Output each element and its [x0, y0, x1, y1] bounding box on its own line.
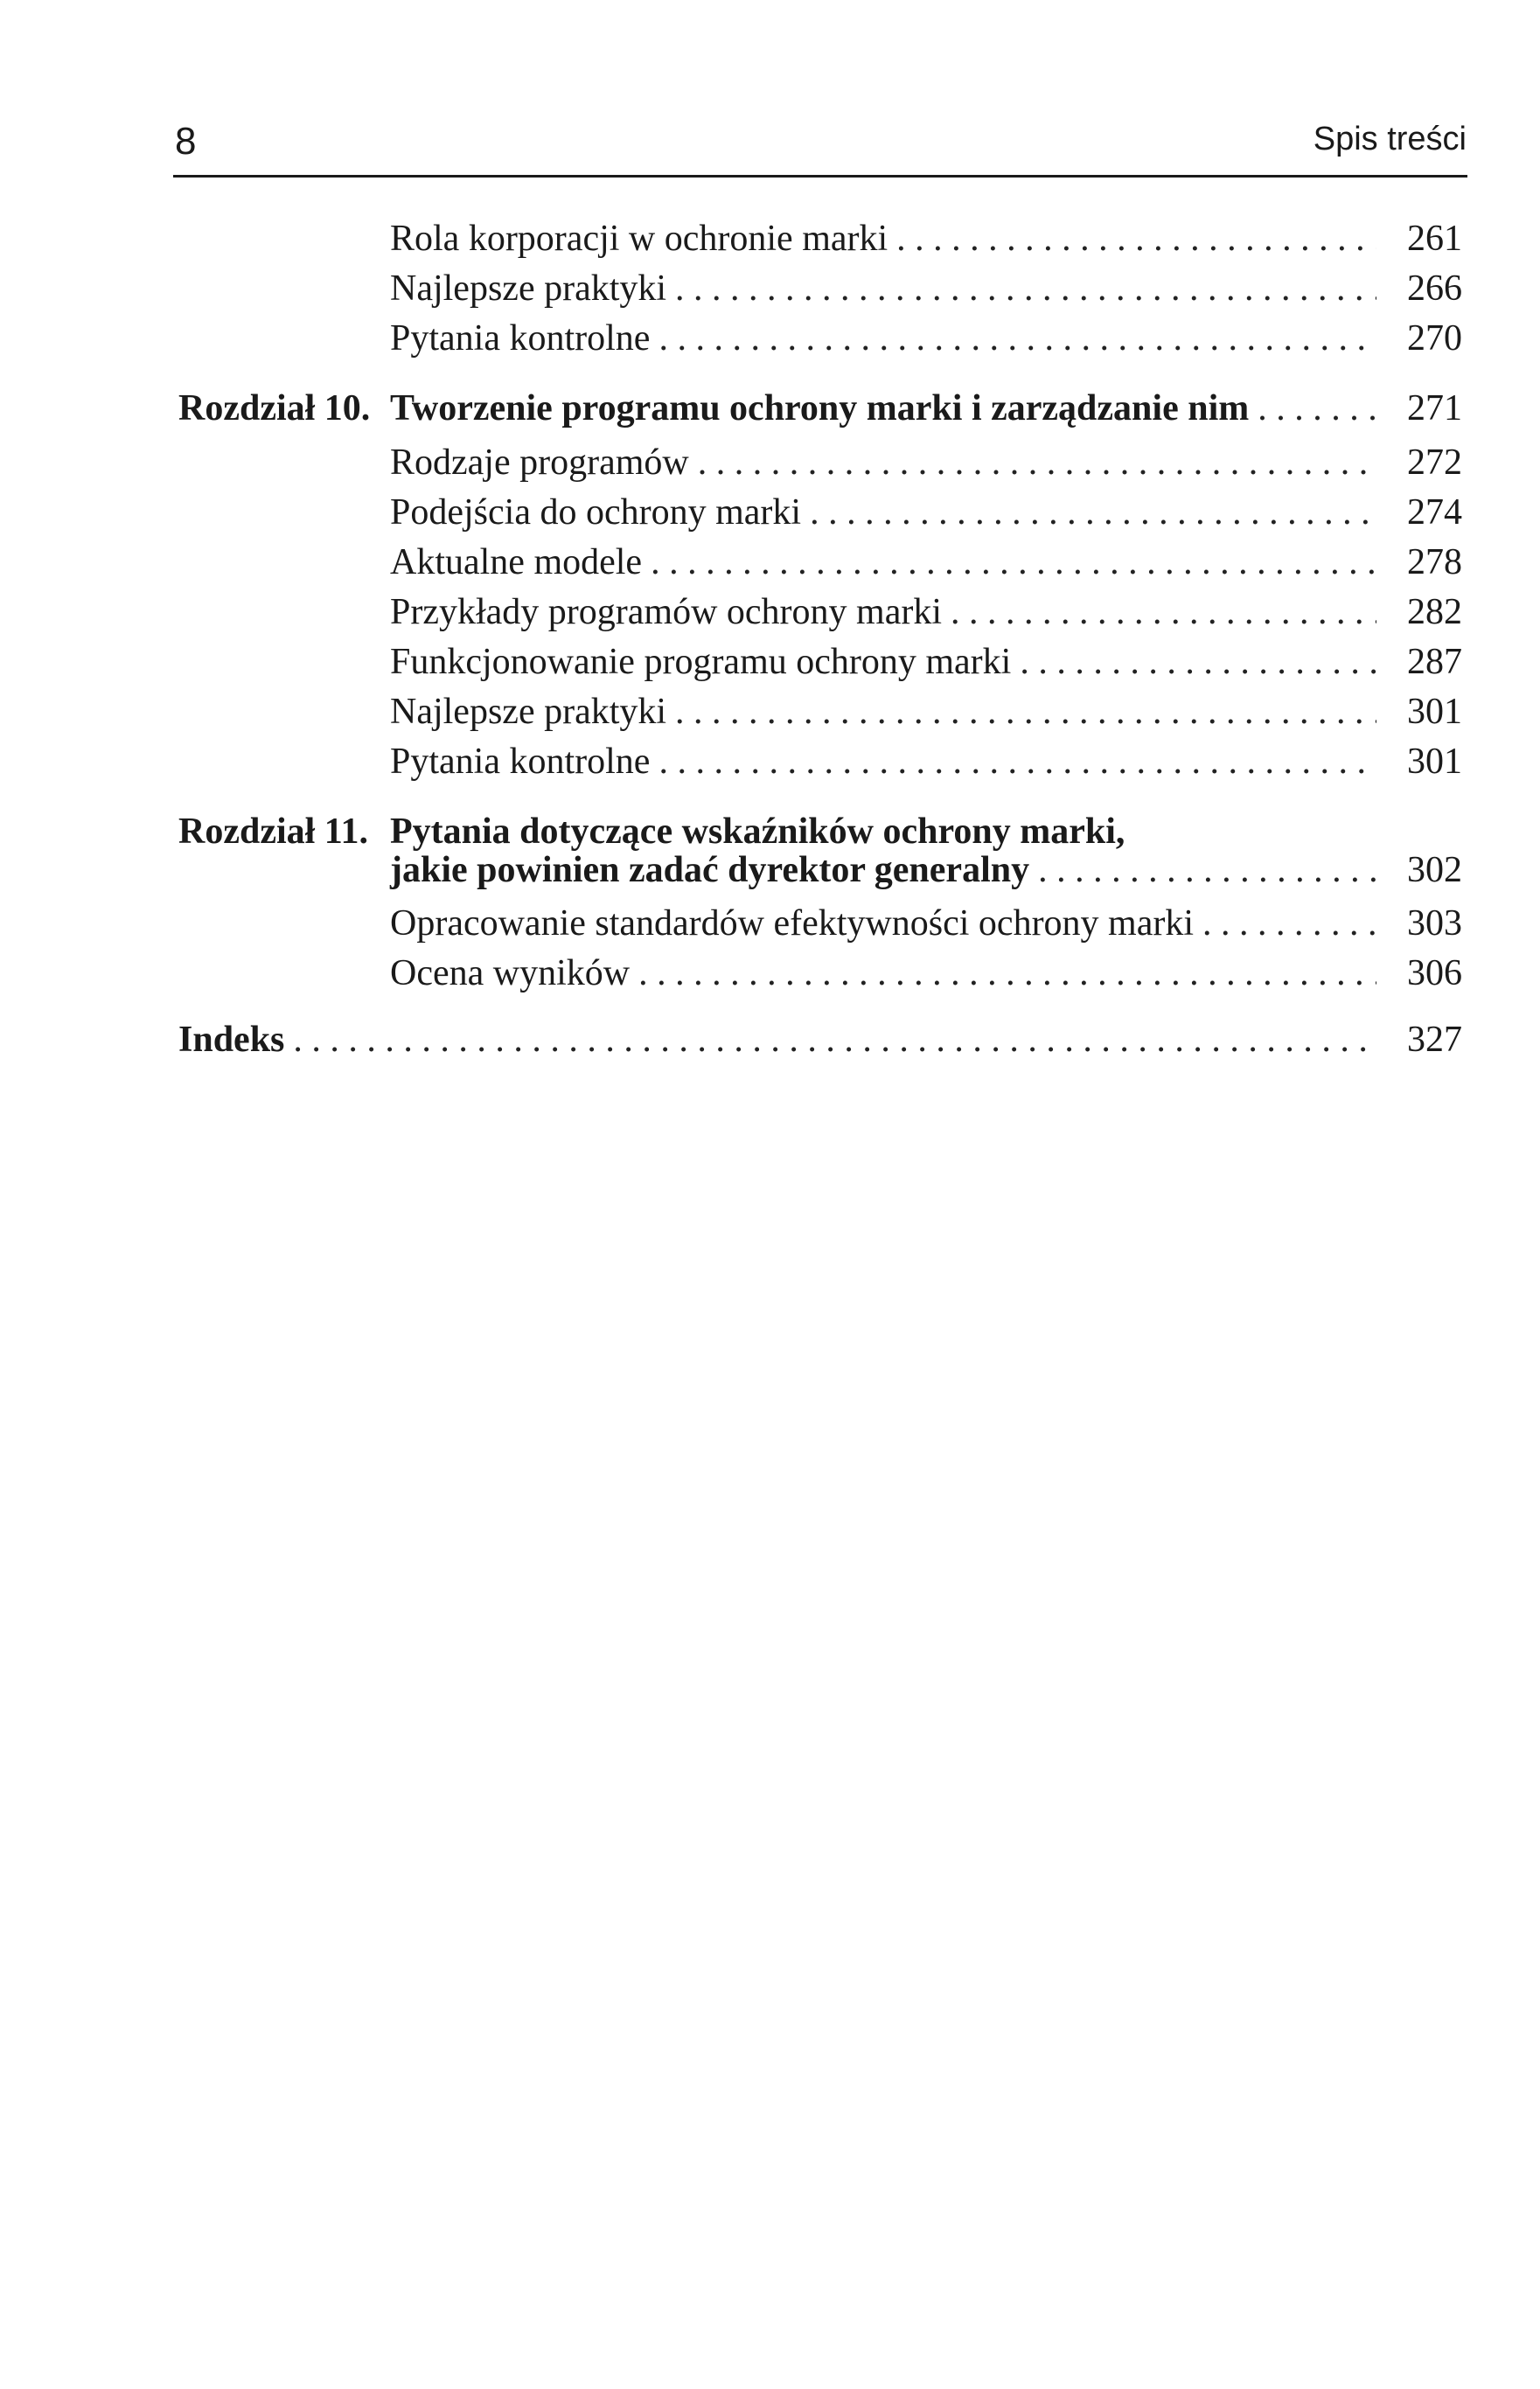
toc-entry: [390, 220, 1462, 257]
chapter-10-label: Rozdział 10.: [178, 388, 371, 428]
leader-dots: [888, 220, 1376, 257]
leader-dots: [284, 1021, 1376, 1058]
toc-entry: [390, 905, 1462, 942]
toc-entry-title: Najlepsze praktyki: [390, 692, 667, 732]
leader-dots: [630, 955, 1376, 992]
toc-entry: [390, 444, 1462, 481]
toc-entry-page: 287: [1407, 642, 1462, 682]
toc-entry-page: 266: [1407, 268, 1462, 309]
index-title: Indeks: [178, 1020, 285, 1060]
leader-dots: [801, 494, 1376, 531]
toc-entry: [390, 743, 1462, 780]
toc-entry: [390, 320, 1462, 357]
toc-entry-title: Rodzaje programów: [390, 442, 689, 483]
chapter-11-page: 302: [1407, 850, 1462, 890]
toc-entry: [390, 955, 1462, 992]
leader-dots: [666, 693, 1376, 730]
leader-dots: [642, 544, 1376, 581]
toc-entry-title: Podejścia do ochrony marki: [390, 492, 802, 533]
toc-entry: [390, 644, 1462, 680]
toc-entry-title: Najlepsze praktyki: [390, 268, 667, 309]
chapter-10-heading: [390, 390, 1462, 427]
toc-entry-title: Opracowanie standardów efektywności ochrony marki: [390, 903, 1195, 944]
toc-entry-page: 270: [1407, 318, 1462, 359]
toc-entry-title: Ocena wyników: [390, 953, 631, 993]
leader-dots: [650, 320, 1376, 357]
toc-entry-page: 306: [1407, 953, 1462, 993]
toc-entry-title: Funkcjonowanie programu ochrony marki: [390, 642, 1012, 682]
index-page: 327: [1407, 1020, 1462, 1060]
toc-entry: [390, 693, 1462, 730]
toc-entry-page: 278: [1407, 542, 1462, 582]
chapter-11-heading: [390, 852, 1462, 888]
toc-entry-page: 301: [1407, 692, 1462, 732]
running-header-title: Spis treści: [1313, 121, 1467, 157]
leader-dots: [1029, 852, 1376, 888]
leader-dots: [942, 594, 1376, 630]
toc-entry-page: 261: [1407, 219, 1462, 259]
index-entry: [178, 1021, 1462, 1058]
toc-entry-page: 301: [1407, 742, 1462, 782]
toc-entry-page: 274: [1407, 492, 1462, 533]
toc-entry-title: Rola korporacji w ochronie marki: [390, 219, 888, 259]
chapter-11-title-line2: jakie powinien zadać dyrektor generalny: [390, 850, 1030, 890]
toc-entry-page: 303: [1407, 903, 1462, 944]
toc-entry: [390, 594, 1462, 630]
chapter-11-label: Rozdział 11.: [178, 811, 368, 852]
toc-entry: [390, 494, 1462, 531]
toc-entry-title: Przykłady programów ochrony marki: [390, 592, 943, 632]
header-rule: [173, 175, 1467, 178]
leader-dots: [650, 743, 1376, 780]
leader-dots: [1249, 390, 1376, 427]
toc-entry: [390, 270, 1462, 307]
leader-dots: [689, 444, 1376, 481]
leader-dots: [1194, 905, 1376, 942]
toc-entry-title: Pytania kontrolne: [390, 742, 651, 782]
toc-entry-title: Aktualne modele: [390, 542, 643, 582]
toc-entry-page: 282: [1407, 592, 1462, 632]
leader-dots: [1011, 644, 1376, 680]
toc-entry: [390, 544, 1462, 581]
chapter-10-title: Tworzenie programu ochrony marki i zarządzanie nim: [390, 388, 1250, 428]
page-number: 8: [175, 120, 197, 163]
toc-entry-title: Pytania kontrolne: [390, 318, 651, 359]
leader-dots: [666, 270, 1376, 307]
chapter-10-page: 271: [1407, 388, 1462, 428]
toc-entry-page: 272: [1407, 442, 1462, 483]
chapter-11-title-line1: Pytania dotyczące wskaźników ochrony marki,: [390, 811, 1125, 852]
